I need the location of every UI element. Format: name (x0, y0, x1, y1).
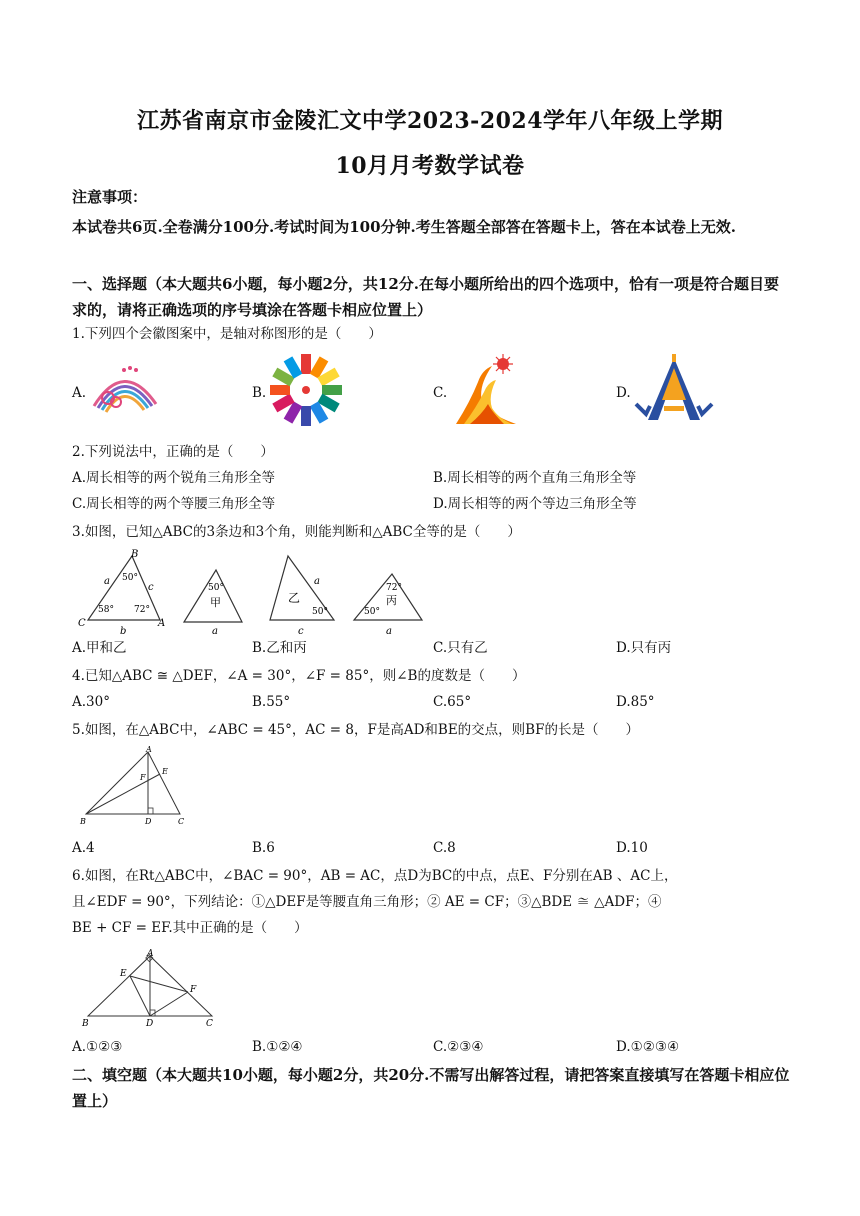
q5-option-a: A.4 (72, 840, 95, 856)
question-6-stem-line1: 6.如图，在Rt△ABC中，∠BAC = 90°，AB = AC，点D为BC的中点，点E、F分别在AB 、AC上， (72, 868, 678, 884)
q5-label-E: E (162, 767, 168, 776)
q5-label-F: F (140, 773, 146, 782)
q6-option-c: C.②③④ (433, 1039, 484, 1055)
q3-option-b: B.乙和丙 (252, 640, 307, 656)
q3-label-A: A (158, 618, 166, 629)
q3-bing-name: 丙 (386, 594, 397, 607)
q6-figure (76, 946, 226, 1032)
q3-side-a: a (104, 576, 110, 587)
exam-title-line1: 江苏省南京市金陵汇文中学2023-2024学年八年级上学期 (136, 108, 724, 134)
q3-yi-name: 乙 (288, 591, 301, 605)
q6-option-a: A.①②③ (72, 1039, 123, 1055)
q5-figure (76, 746, 196, 830)
q2-option-c: C.周长相等的两个等腰三角形全等 (72, 496, 276, 512)
emblem-c-image (448, 352, 524, 428)
emblem-b-image (268, 352, 344, 428)
q2-option-b: B.周长相等的两个直角三角形全等 (433, 470, 637, 486)
q3-figure (76, 546, 446, 638)
q6-label-D: D (146, 1019, 154, 1029)
q6-option-b: B.①②④ (252, 1039, 303, 1055)
section2-heading: 二、填空题（本大题共10小题，每小题2分，共20分.不需写出解答过程，请把答案直接填写在答题卡相应位置上） (72, 1066, 790, 1110)
q6-label-B: B (82, 1019, 89, 1029)
notice-heading: 注意事项： (72, 188, 148, 206)
q3-yi-side2: c (298, 626, 304, 637)
q3-label-C: C (78, 618, 86, 629)
q6-label-A: A (147, 949, 154, 959)
q3-bing-side: a (386, 626, 392, 637)
q5-label-C: C (178, 817, 185, 826)
section1-heading: 一、选择题（本大题共6小题，每小题2分，共12分.在每小题所给出的四个选项中，恰有一项是符合题目要求的，请将正确选项的序号填涂在答题卡相应位置上） (72, 275, 779, 319)
q5-label-B: B (80, 817, 86, 826)
q5-option-c: C.8 (433, 840, 456, 856)
notice-body: 本试卷共6页.全卷满分100分.考试时间为100分钟.考生答题全部答在答题卡上，答在本试卷上无效. (72, 218, 736, 236)
question-6-stem-line3: BE + CF = EF.其中正确的是（ ） (72, 920, 308, 936)
question-6-stem-line2: 且∠EDF = 90°，下列结论：①△DEF是等腰直角三角形；② AE = CF；③△BDE ≅ △ADF；④ (72, 894, 662, 910)
q3-yi-angle: 50° (312, 607, 328, 617)
q1-option-c: C. (433, 385, 448, 401)
q6-label-E: E (120, 969, 127, 979)
q4-option-a: A.30° (72, 694, 110, 710)
q3-label-B: B (131, 549, 139, 560)
q3-option-c: C.只有乙 (433, 640, 488, 656)
q4-option-b: B.55° (252, 694, 291, 710)
q6-label-F: F (190, 985, 197, 995)
q3-yi-side1: a (314, 576, 320, 587)
q3-angle-A: 72° (134, 605, 150, 615)
question-4-stem: 4.已知△ABC ≅ △DEF，∠A = 30°，∠F = 85°，则∠B的度数是（ ） (72, 668, 526, 684)
q5-label-A: A (146, 746, 152, 754)
q1-option-b: B. (252, 385, 267, 401)
q5-label-D: D (145, 817, 152, 826)
q3-side-c: c (148, 582, 154, 593)
question-3-stem: 3.如图，已知△ABC的3条边和3个角，则能判断和△ABC全等的是（ ） (72, 524, 521, 540)
q3-bing-angle1: 72° (386, 583, 402, 593)
q3-option-d: D.只有丙 (616, 640, 672, 656)
q1-option-a: A. (72, 385, 87, 401)
q3-jia-name: 甲 (210, 596, 221, 609)
question-1-stem: 1.下列四个会徽图案中，是轴对称图形的是（ ） (72, 326, 382, 342)
q6-option-d: D.①②③④ (616, 1039, 680, 1055)
q2-option-d: D.周长相等的两个等边三角形全等 (433, 496, 637, 512)
q3-jia-angle: 50° (208, 583, 224, 593)
q4-option-c: C.65° (433, 694, 472, 710)
emblem-d-image (634, 354, 714, 426)
emblem-a-image (86, 362, 162, 418)
q3-jia-side: a (212, 626, 218, 637)
question-5-stem: 5.如图，在△ABC中，∠ABC = 45°，AC = 8，F是高AD和BE的交点，则BF的长是（ ） (72, 722, 639, 738)
q5-option-b: B.6 (252, 840, 275, 856)
q3-side-b: b (120, 626, 127, 637)
q5-option-d: D.10 (616, 840, 648, 856)
question-2-stem: 2.下列说法中，正确的是（ ） (72, 444, 274, 460)
exam-title-line2: 10月月考数学试卷 (335, 153, 525, 179)
q4-option-d: D.85° (616, 694, 655, 710)
q3-bing-angle2: 50° (364, 607, 380, 617)
q3-angle-C: 58° (98, 605, 114, 615)
q6-label-C: C (206, 1019, 213, 1029)
q1-option-d: D. (616, 385, 631, 401)
q3-angle-B: 50° (122, 573, 138, 583)
q2-option-a: A.周长相等的两个锐角三角形全等 (72, 470, 276, 486)
q3-option-a: A.甲和乙 (72, 640, 127, 656)
